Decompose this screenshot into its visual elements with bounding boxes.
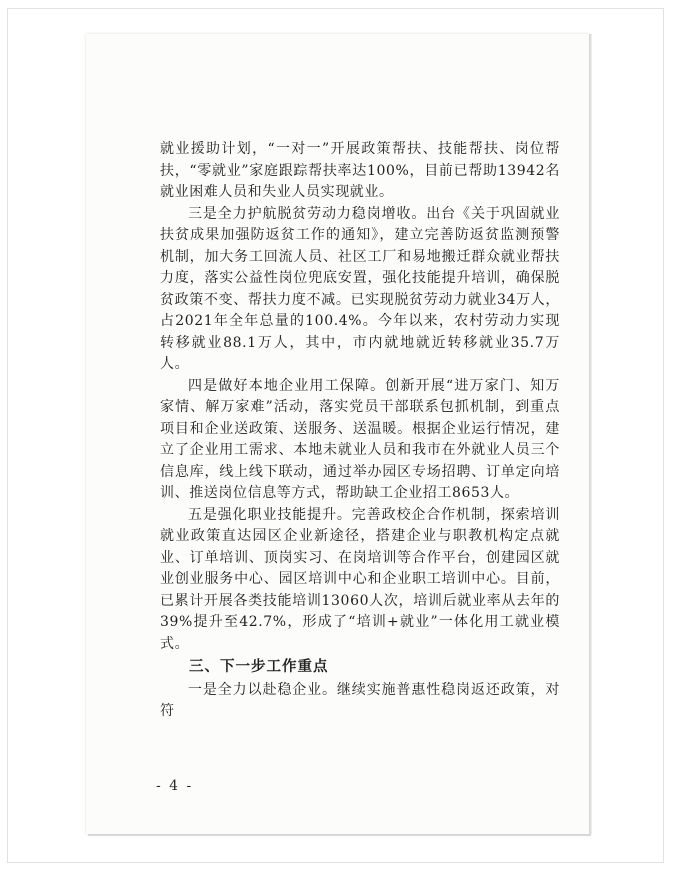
paragraph-poverty-labor: 三是全力护航脱贫劳动力稳岗增收。出台《关于巩固就业扶贫成果加强防返贫工作的通知》，建立完善防返贫监测预警机制，加大务工回流人员、社区工厂和易地搬迁群众就业帮扶力度，落实公益性岗位兜底安置，强化技能提升培训，确保脱贫政策不变、帮扶力度不减。已实现脱贫劳动力就业34万人，占2021年全年总量的100.4%。今年以来，农村劳动力实现转移就业88.1万人，其中，市内就地就近转移就业35.7万人。 xyxy=(160,205,560,372)
section-heading: 三、下一步工作重点 xyxy=(189,659,329,675)
paragraph-enterprise-employment: 四是做好本地企业用工保障。创新开展“进万家门、知万家情、解万家难”活动，落实党员干部联系包抓机制，到重点项目和企业送政策、送服务、送温暖。根据企业运行情况，建立了企业用工需求、本地未就业人员和我市在外就业人员三个信息库，线上线下联动，通过举办园区专场招聘、订单定向培训、推送岗位信息等方式，帮助缺工企业招工8653人。 xyxy=(160,377,560,501)
document-page xyxy=(86,34,589,834)
page-body xyxy=(160,139,560,723)
paragraph-stabilize-enterprises: 一是全力以赴稳企业。继续实施普惠性稳岗返还政策，对符 xyxy=(160,681,560,719)
page-number: - 4 - xyxy=(156,778,194,794)
page-edge xyxy=(589,34,592,834)
paragraph-skills-training: 五是强化职业技能提升。完善政校企合作机制，探索培训就业政策直达园区企业新途径，搭建企业与职教机构定点就业、订单培训、顶岗实习、在岗培训等合作平台，创建园区就业创业服务中心、园区培训中心和企业职工培训中心。目前，已累计开展各类技能培训13060人次，培训后就业率从去年的39%提升至42.7%，形成了“培训+就业”一体化用工就业模式。 xyxy=(160,506,560,652)
paragraph-continuation: 就业援助计划，“一对一”开展政策帮扶、技能帮扶、岗位帮扶，“零就业”家庭跟踪帮扶率达100%，目前已帮助13942名就业困难人员和失业人员实现就业。 xyxy=(160,141,560,200)
